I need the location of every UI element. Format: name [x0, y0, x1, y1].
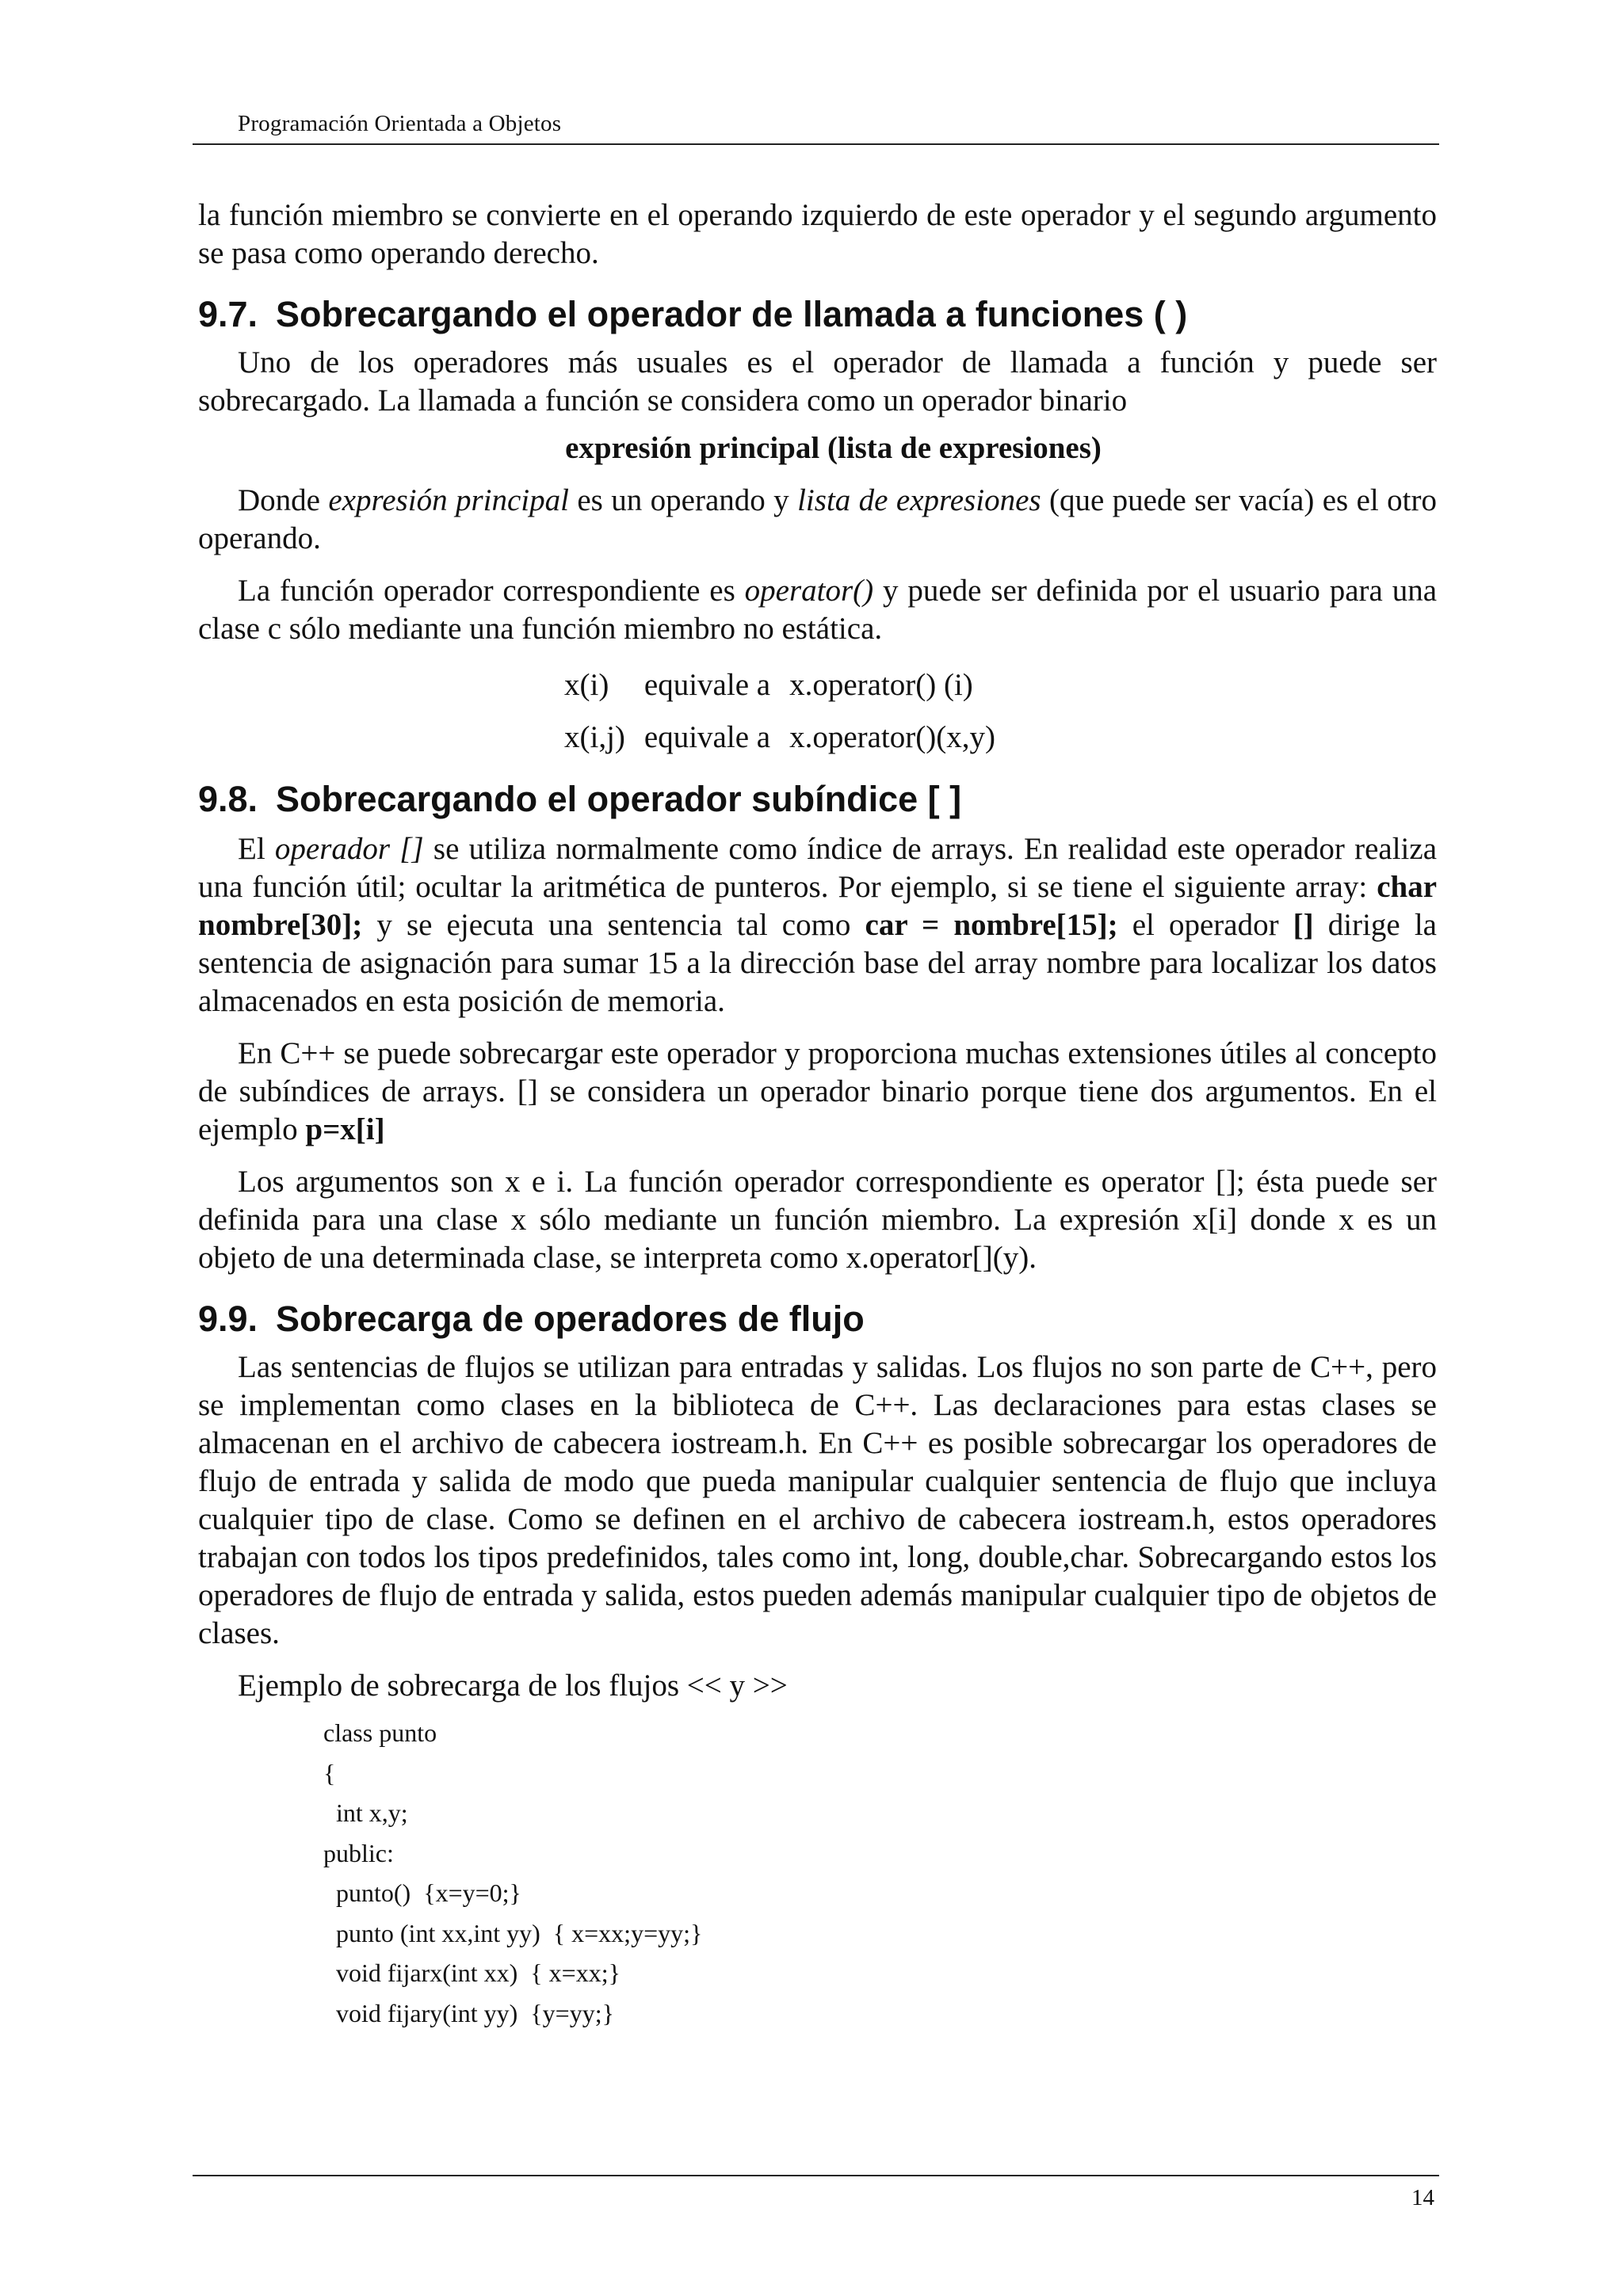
text-run: y se ejecuta una sentencia tal como [362, 908, 865, 942]
text-run: (que puede ser vacía) es el otro operando. [198, 483, 1437, 555]
section-number: 9.9. [198, 1299, 258, 1339]
italic-run: expresión principal [328, 483, 569, 517]
section-heading-9-9 [198, 1298, 1437, 1341]
page-number: 14 [1411, 2185, 1434, 2210]
equivalence-result: x.operator() (i) [789, 668, 973, 702]
equivalence-row [564, 711, 1014, 764]
section-heading-9-7 [198, 293, 1437, 336]
intro-paragraph: la función miembro se convierte en el operando izquierdo de este operador y el segundo argumento se pasa como operando derecho. [198, 198, 1437, 270]
equivalence-expr: x(i,j) [564, 720, 625, 754]
text-run: Donde [238, 483, 329, 517]
paragraph-9-7-1: Uno de los operadores más usuales es el operador de llamada a función y puede ser sobrecargado. La llamada a función se considera como un operador binario [198, 345, 1437, 418]
text-run: La función operador correspondiente es [238, 574, 745, 608]
bold-run: car = nombre[15]; [865, 908, 1118, 942]
text-run: el operador [1117, 908, 1293, 942]
text-run: dirige la sentencia de asignación para sumar 15 a la dirección base del array nombre para localizar los datos almacenados en esta posición de memoria. [198, 908, 1437, 1018]
code-line: int x,y; [323, 1798, 408, 1827]
text-run: se utiliza normalmente como índice de arrays. En realidad este operador realiza una función útil; ocultar la aritmética de punteros. Por ejemplo, si se tiene el siguiente array: [198, 832, 1437, 904]
code-line: void fijary(int yy) {y=yy;} [323, 1998, 614, 2027]
code-example [323, 1713, 1437, 2033]
equivalence-rel: equivale a [643, 720, 771, 754]
section-number: 9.7. [198, 294, 258, 334]
text-run: y puede ser definida por el usuario para una clase c sólo mediante una función miembro no estática. [198, 574, 1437, 646]
formula-line: expresión principal (lista de expresiones) [565, 431, 1102, 465]
italic-run: lista de expresiones [797, 483, 1041, 517]
section-title: Sobrecargando el operador de llamada a funciones ( ) [276, 294, 1188, 334]
running-header: Programación Orientada a Objetos [238, 111, 562, 136]
paragraph-9-7-3 [198, 572, 1437, 648]
footer-rule [193, 2175, 1439, 2176]
header-rule [193, 143, 1439, 145]
equivalence-result: x.operator()(x,y) [789, 720, 995, 754]
text-run: El [238, 832, 275, 866]
code-line: void fijarx(int xx) { x=xx;} [323, 1958, 621, 1987]
bold-run: [] [1293, 908, 1314, 942]
bold-run: p=x[i] [305, 1112, 385, 1146]
paragraph-9-8-1 [198, 830, 1437, 1020]
code-line: { [323, 1758, 336, 1787]
italic-run: operador [] [274, 832, 424, 866]
equivalence-table [564, 659, 1014, 764]
code-line: public: [323, 1838, 394, 1867]
paragraph-9-9-2: Ejemplo de sobrecarga de los flujos << y >> [238, 1669, 788, 1703]
text-run: es un operando y [568, 483, 798, 517]
equivalence-expr: x(i) [564, 668, 609, 702]
bold-run: char nombre[30]; [198, 870, 1437, 942]
section-heading-9-8 [198, 778, 1437, 821]
code-line: punto() {x=y=0;} [323, 1878, 521, 1907]
paragraph-9-8-2 [198, 1035, 1437, 1149]
paragraph-9-8-3: Los argumentos son x e i. La función operador correspondiente es operator []; ésta puede ser definida para una clase x sólo mediante un función miembro. La expresión x[i] donde x es un objeto de una determinada clase, se interpreta como x.operator[](y). [198, 1165, 1437, 1275]
paragraph-9-7-2 [198, 482, 1437, 558]
code-line: punto (int xx,int yy) { x=xx;y=yy;} [323, 1918, 703, 1947]
code-line: class punto [323, 1718, 437, 1747]
section-title: Sobrecarga de operadores de flujo [276, 1299, 865, 1339]
text-run: En C++ se puede sobrecargar este operador y proporciona muchas extensiones útiles al concepto de subíndices de arrays. [] se considera un operador binario porque tiene dos argumentos. En el ejemplo [198, 1036, 1437, 1146]
equivalence-row [564, 659, 1014, 711]
section-title: Sobrecargando el operador subíndice [ ] [276, 779, 962, 819]
equivalence-rel: equivale a [643, 668, 771, 702]
section-number: 9.8. [198, 779, 258, 819]
italic-run: operator() [744, 574, 874, 608]
page-body [198, 196, 1437, 2033]
paragraph-9-9-1: Las sentencias de flujos se utilizan para entradas y salidas. Los flujos no son parte de C++, pero se implementan como clases en la biblioteca de C++. Las declaraciones para estas clases se almacenan en el archivo de cabecera iostream.h. En C++ es posible sobrecargar los operadores de flujo de entrada y salida de modo que pueda manipular cualquier sentencia de flujo que incluya cualquier tipo de clase. Como se definen en el archivo de cabecera iostream.h, estos operadores trabajan con todos los tipos predefinidos, tales como int, long, double,char. Sobrecargando estos los operadores de flujo de entrada y salida, estos pueden además manipular cualquier tipo de objetos de clases. [198, 1350, 1437, 1650]
